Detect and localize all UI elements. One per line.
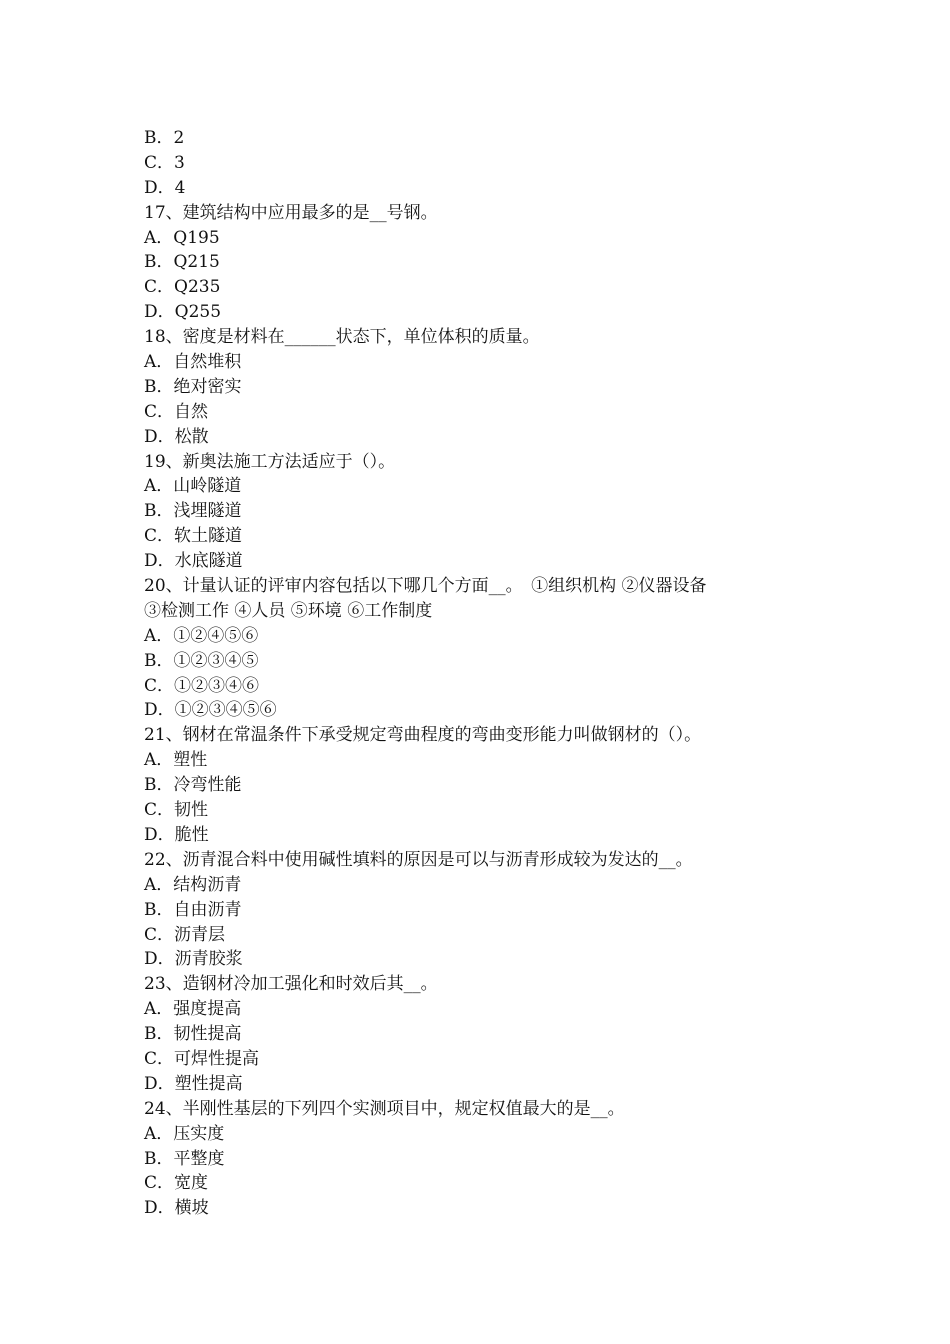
- answer-option: A．①②④⑤⑥: [144, 625, 259, 646]
- answer-option: D．①②③④⑤⑥: [144, 700, 277, 721]
- answer-option: C．①②③④⑥: [144, 675, 260, 696]
- answer-option: B．韧性提高: [144, 1024, 242, 1045]
- answer-option: B．自由沥青: [144, 899, 242, 920]
- question-text: 17、建筑结构中应用最多的是__号钢。: [144, 202, 438, 223]
- question-text: 20、计量认证的评审内容包括以下哪几个方面__。 ①组织机构 ②仪器设备: [144, 576, 707, 597]
- question-text: 23、造钢材冷加工强化和时效后其__。: [144, 974, 438, 995]
- answer-option: D．横坡: [144, 1198, 209, 1219]
- answer-option: A．强度提高: [144, 999, 242, 1020]
- answer-option: A．Q195: [144, 227, 220, 248]
- answer-option: C．自然: [144, 401, 209, 422]
- answer-option: A．压实度: [144, 1123, 225, 1144]
- document-page: [144, 126, 824, 1221]
- question-text: 18、密度是材料在______状态下，单位体积的质量。: [144, 327, 540, 348]
- answer-option: B．平整度: [144, 1148, 225, 1169]
- answer-option: A．结构沥青: [144, 874, 242, 895]
- answer-option: A．塑性: [144, 750, 208, 771]
- answer-option: C．沥青层: [144, 924, 226, 945]
- answer-option: B．绝对密实: [144, 376, 242, 397]
- answer-option: B．浅埋隧道: [144, 501, 242, 522]
- answer-option: C．宽度: [144, 1173, 209, 1194]
- question-text: 22、沥青混合料中使用碱性填料的原因是可以与沥青形成较为发达的__。: [144, 849, 693, 870]
- answer-option: C．韧性: [144, 800, 209, 821]
- answer-option: C．Q235: [144, 277, 221, 298]
- answer-option: A．自然堆积: [144, 352, 242, 373]
- answer-option: D．松散: [144, 426, 209, 447]
- answer-option: D．脆性: [144, 824, 209, 845]
- question-text: ③检测工作 ④人员 ⑤环境 ⑥工作制度: [144, 600, 433, 621]
- answer-option: D．沥青胶浆: [144, 949, 243, 970]
- answer-option: B．①②③④⑤: [144, 650, 259, 671]
- answer-option: A．山岭隧道: [144, 476, 242, 497]
- answer-option: C．3: [144, 152, 185, 173]
- question-text: 21、钢材在常温条件下承受规定弯曲程度的弯曲变形能力叫做钢材的（）。: [144, 725, 702, 746]
- answer-option: D．Q255: [144, 302, 222, 323]
- answer-option: C．软土隧道: [144, 526, 243, 547]
- answer-option: B．冷弯性能: [144, 775, 242, 796]
- question-text: 19、新奥法施工方法适应于（）。: [144, 451, 396, 472]
- question-text: 24、半刚性基层的下列四个实测项目中，规定权值最大的是__。: [144, 1098, 625, 1119]
- answer-option: D．塑性提高: [144, 1073, 243, 1094]
- answer-option: B．Q215: [144, 252, 220, 273]
- answer-option: D．水底隧道: [144, 551, 243, 572]
- answer-option: B．2: [144, 128, 185, 148]
- answer-option: D．4: [144, 177, 186, 198]
- answer-option: C．可焊性提高: [144, 1048, 260, 1069]
